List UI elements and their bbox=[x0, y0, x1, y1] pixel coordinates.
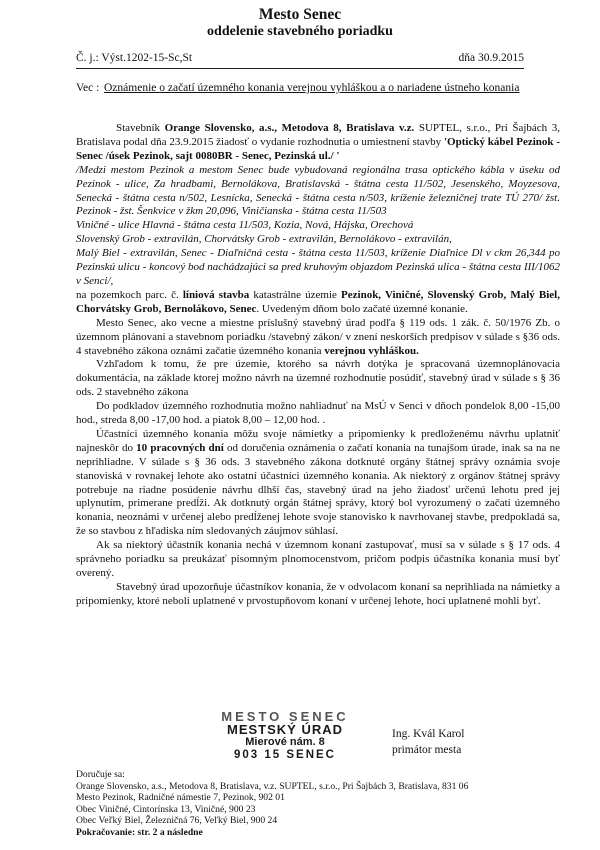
recipient-line: Orange Slovensko, a.s., Metodova 8, Bratislava, v.z. SUPTEL, s.r.o., Pri Šajbách 3, Bratislava, 831 06 bbox=[76, 780, 469, 792]
text-span: na pozemkoch parc. č. bbox=[76, 288, 183, 301]
paragraph-application bbox=[76, 122, 560, 164]
paragraph-office-hours: Do podkladov územného rozhodnutia možno nahliadnuť na MsÚ v Senci v dňoch pondelok 8,00 -15,00 hod., streda 8,00 -17,00 hod. a piatok 8,00 – 12,00 hod. . bbox=[76, 400, 560, 427]
deadline-days: 10 pracovných dní bbox=[136, 441, 224, 454]
document-date: dňa 30.9.2015 bbox=[458, 52, 524, 64]
line-construction: líniová stavba bbox=[182, 288, 250, 301]
reference-number: Č. j.: Výst.1202-15-Sc,St bbox=[76, 52, 193, 64]
stamp-line: 903 15 SENEC bbox=[234, 749, 336, 761]
continuation-note: Pokračovanie: str. 2 a následne bbox=[76, 826, 203, 838]
cadastral-areas: Pezinok, Viničné, Slovenský Grob, Malý Biel, Chorvátsky Grob, Bernolákovo, Senec bbox=[76, 288, 560, 315]
text-span: katastrálne územie bbox=[249, 288, 342, 301]
signatory-name: Ing. Kvál Karol bbox=[392, 728, 465, 740]
route-description-4: Malý Biel - extravilán, Senec - Diaľničná cesta - štátna cesta 11/503, kríženie Diaľnice Dl v ckm 26,344 po Pezinskú ulicu - koncový bod nachádzajúci sa pred kruhovým objazdom Pezinská ulica - štátna cesta III/1062 v Senci/, bbox=[76, 247, 560, 287]
document-body bbox=[76, 122, 560, 609]
office-title: Mesto Senec bbox=[258, 6, 342, 23]
text-span: Účastníci územného konania môžu svoje námietky a pripomienky k predloženému návrhu uplatniť najneskôr do bbox=[76, 427, 560, 454]
applicant-name: Orange Slovensko, a.s., Metodova 8, Bratislava v.z. bbox=[164, 122, 415, 134]
office-stamp bbox=[210, 710, 360, 762]
paragraph-appeal-notice: Stavebný úrad upozorňuje účastníkov konania, že v odvolacom konaní sa neprihliada na námietky a pripomienky, ktoré neboli uplatnené v prvostupňovom konaní v určenej lehote, hoci uplatnené mohli byť. bbox=[76, 580, 560, 607]
public-notice: verejnou vyhláškou. bbox=[324, 344, 419, 357]
paragraph-objections bbox=[76, 428, 560, 539]
paragraph-representation: Ak sa niektorý účastník konania nechá v územnom konaní zastupovať, musí sa v súlade s § 17 ods. 4 správneho poriadku sa preukázať písomným plnomocenstvom, pričom podpis účastníka konania musí byť overený. bbox=[76, 539, 560, 579]
project-name: 'Optický kábel Pezinok - Senec /úsek Pezinok, sajt 0080BR - Senec, Pezinská ul./ ' bbox=[76, 135, 560, 162]
subject-label: Vec : bbox=[76, 82, 100, 94]
signature-block bbox=[392, 726, 465, 758]
route-description-2: Viničné - ulice Hlavná - štátna cesta 11/503, Kozia, Nová, Hájska, Orechová bbox=[76, 219, 414, 232]
text-span: Mesto Senec, ako vecne a miestne príslušný stavebný úrad podľa § 119 ods. 1 zák. č. 50/1976 Zb. o územnom plánovaní a stavebnom poriadku /stavebný zákon/ v znení neskorších predpisov v súlade s §36 ods. 4 stavebného zákona oznámi začatie územného konania bbox=[76, 316, 560, 357]
stamp-line: MESTO SENEC bbox=[221, 709, 349, 724]
paragraph-planning: Vzhľadom k tomu, že pre územie, ktorého sa návrh dotýka je spracovaná územnoplánovacia dokumentácia, na základe ktorej možno návrh na územné rozhodnutie posúdiť, stavebný úrad v súlade s § 36 ods. 2 stavebného zákona bbox=[76, 358, 560, 399]
route-description: /Medzi mestom Pezinok a mestom Senec bude vybudovaná regionálna trasa optického kábla v úseku od Pezinok - ulice, Za hradbami, Bernolákova, Bratislavská - štátna cesta 11/502, Jesenského, Moyzesova, Senecká - štátna cesta n/502, Lesnícka, Senecká - štátna cesta n/503, kríženie železničnej trate TÚ 270/ žst. Pezinok - žst. Šenkvice v žkm 20,096, Viničianska - štátna cesta 11/503 bbox=[76, 163, 560, 218]
paragraph-parcels bbox=[76, 289, 560, 317]
recipient-line: Mesto Pezinok, Radničné námestie 7, Pezinok, 902 01 bbox=[76, 792, 285, 804]
text-span: Stavebník bbox=[116, 122, 165, 134]
reference-row bbox=[76, 52, 524, 69]
recipients-heading: Doručuje sa: bbox=[76, 769, 125, 780]
department-subtitle: oddelenie stavebného poriadku bbox=[207, 24, 393, 39]
signatory-role: primátor mesta bbox=[392, 744, 462, 756]
text-span: SUPTEL, s.r.o., Pri Šajbách 3, Bratislava podal dňa 23.9.2015 žiadosť o vydanie rozhodnutia o umiestnení stavby bbox=[76, 122, 561, 148]
paragraph-authority bbox=[76, 317, 560, 359]
stamp-line: MESTSKÝ ÚRAD bbox=[226, 722, 343, 737]
recipient-line: Obec Veľký Biel, Železničná 76, Veľký Biel, 900 24 bbox=[76, 815, 278, 827]
subject-text: Oznámenie o začatí územného konania verejnou vyhláškou a o nariadene ústneho konania bbox=[104, 82, 520, 94]
text-span: od doručenia oznámenia o začatí konania na tunajšom úrade, inak sa na ne neprihliadne. V súlade s § 36 ods. 3 stavebného zákona dotknuté orgány štátnej správy oznámia svoje stanoviská v rovnakej lehote ako ostatní účastníci územného konania. Ak niektorý z orgánov štátnej správy potrebuje na riadne posúdenie návrhu dlhší čas, stavebný úrad na jeho žiadosť určenú lehotu pred jej uplynutím, primerane predĺži. Ak dotknutý orgán štátnej správy, ktorý bol vyrozumený o začatí územného konania, neoznámi v určenej alebo predĺženej lehote svoje stanovisko k navrhovanej stavbe, predpokladá sa, že so stavbou z hľadiska ním sledovaných záujmov súhlasí. bbox=[76, 441, 561, 538]
recipient-line: Obec Viničné, Cintorínska 13, Viničné, 900 23 bbox=[76, 803, 256, 815]
route-description-3: Slovenský Grob - extravilán, Chorvátsky Grob - extravilán, Bernolákovo - extravilán, bbox=[76, 233, 452, 246]
recipients-list bbox=[76, 769, 566, 839]
text-span: . Uvedeným dňom bolo začaté územné konanie. bbox=[256, 302, 468, 315]
stamp-line: Mierové nám. 8 bbox=[245, 736, 325, 748]
